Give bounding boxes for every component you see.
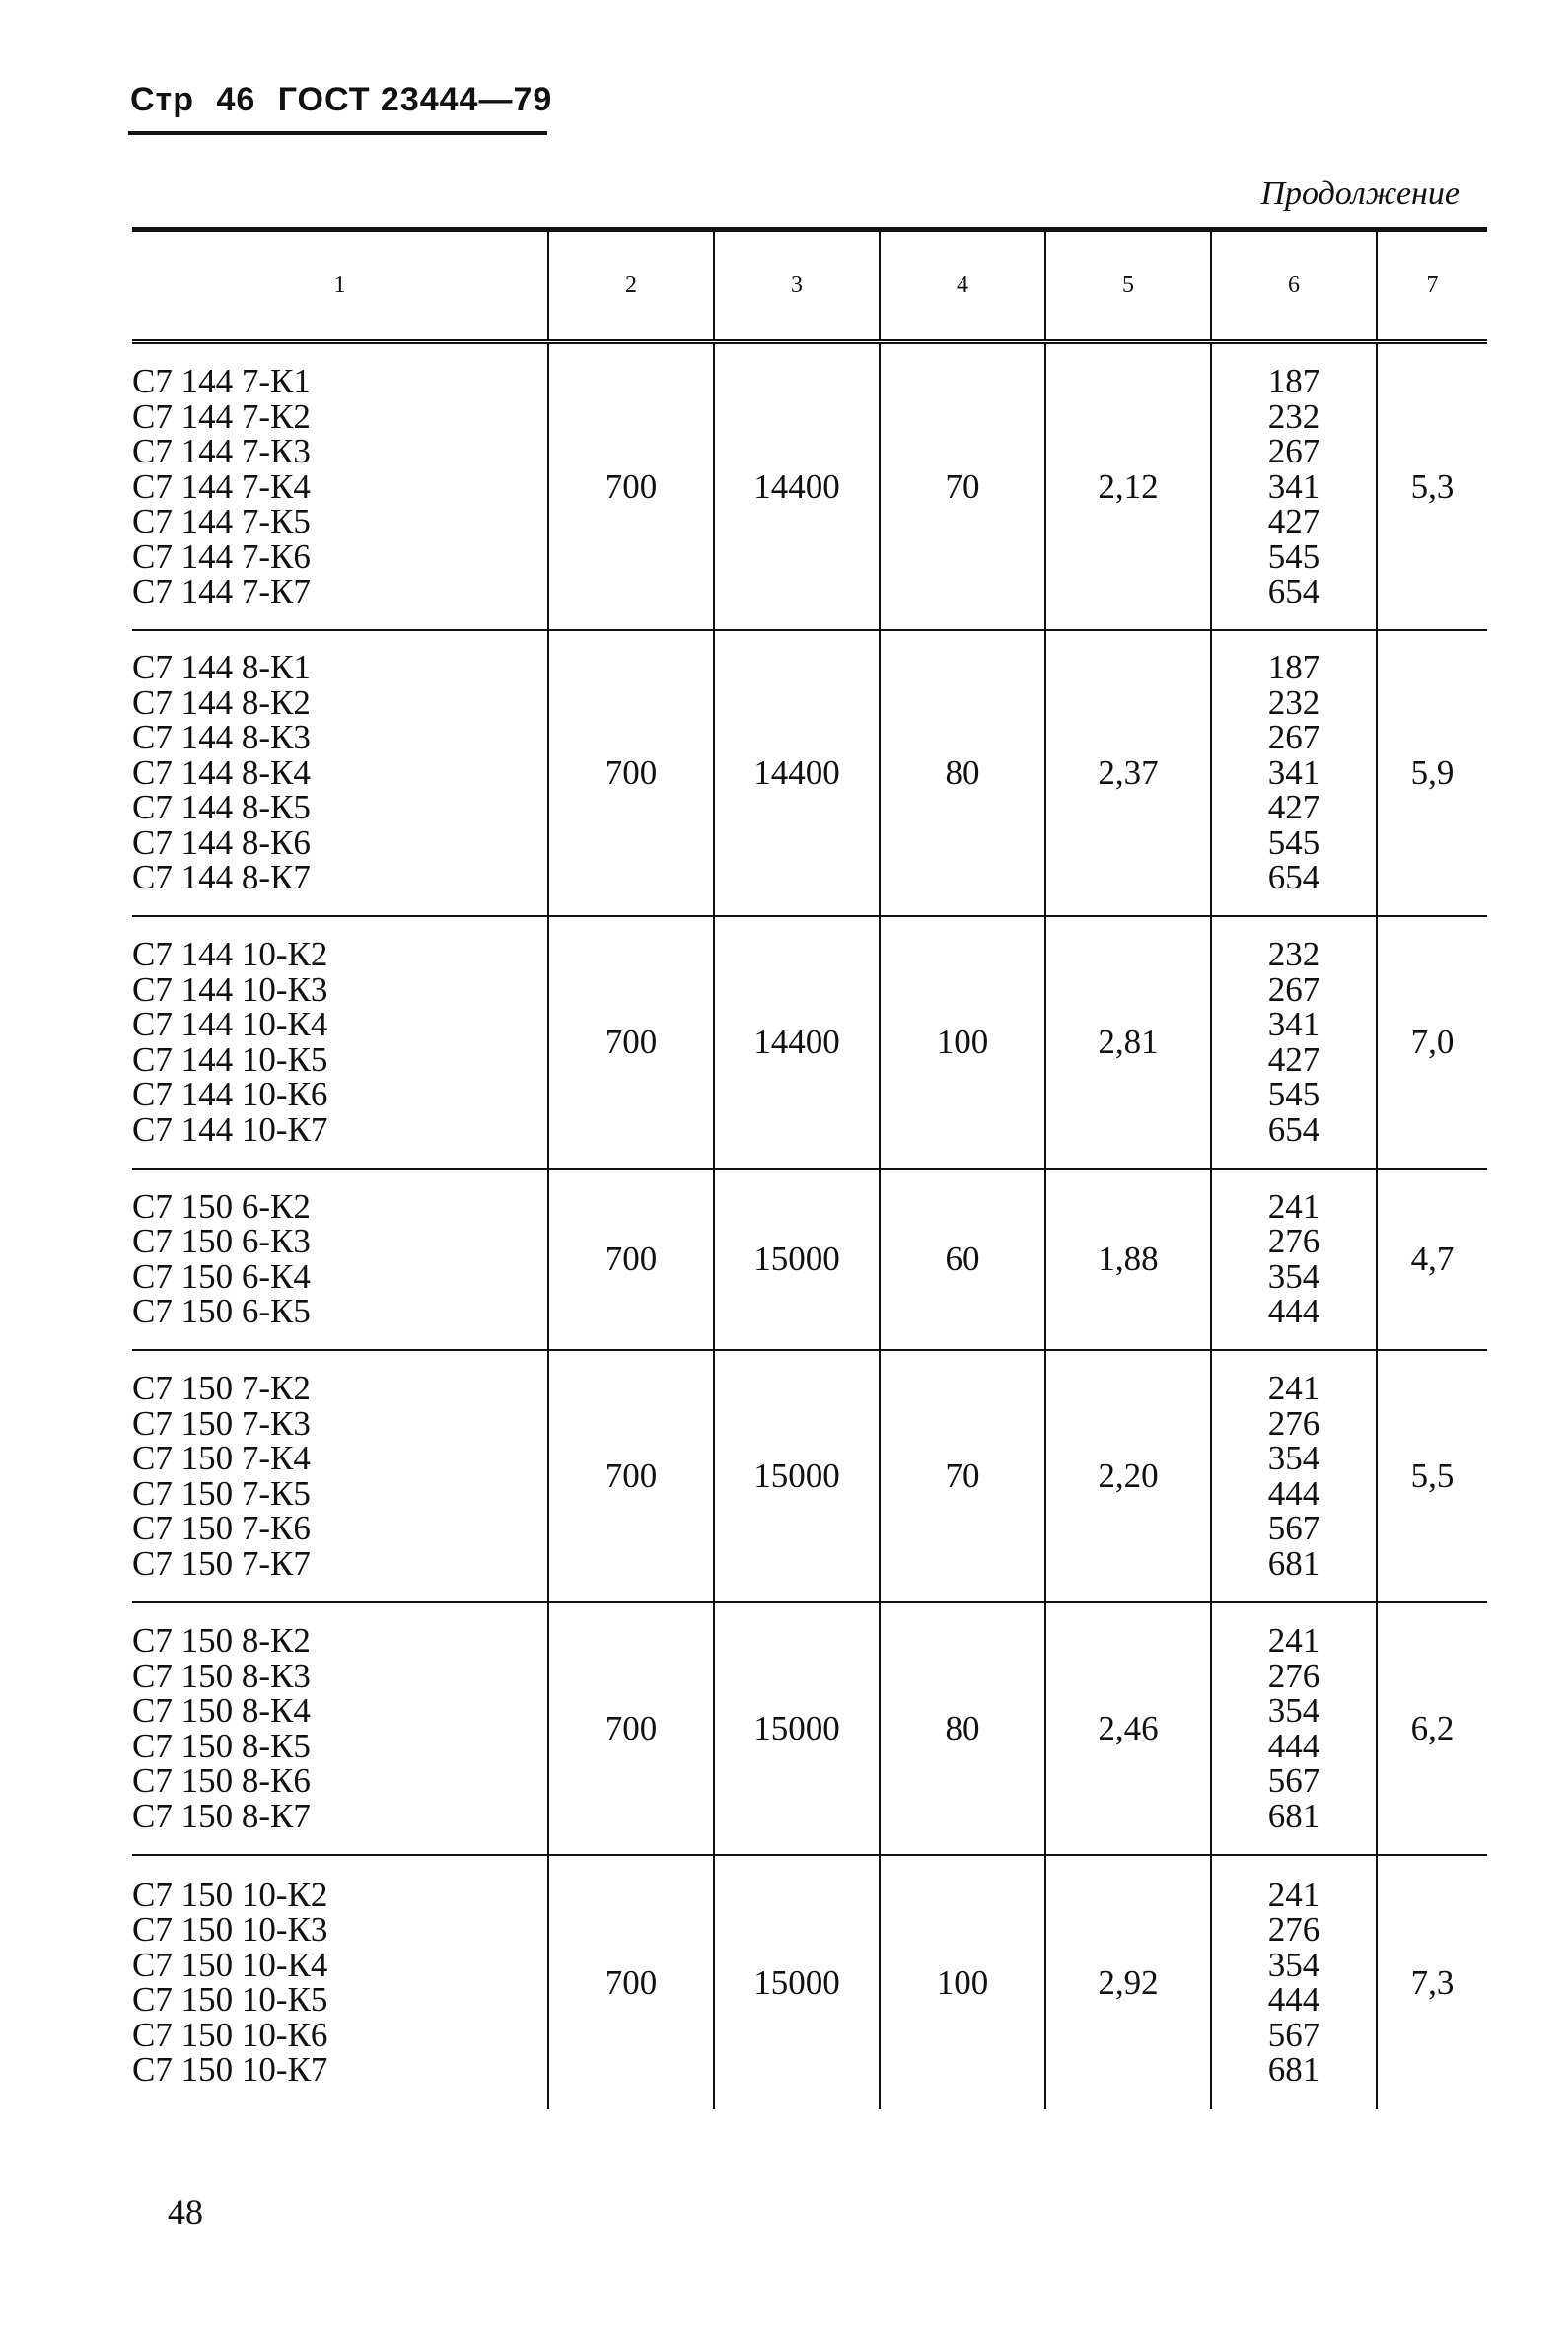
column-header-6: 6 <box>1211 230 1377 342</box>
designation-item: С7 144 10-К3 <box>132 969 328 1009</box>
c6-item: 241 <box>1267 1875 1320 1914</box>
value-cell-c6 <box>1211 342 1377 630</box>
table-row <box>132 1855 1487 2109</box>
designation-cell <box>132 342 548 630</box>
table-row <box>132 1169 1487 1350</box>
continuation-label: Продолжение <box>1260 176 1460 212</box>
c6-item: 427 <box>1267 788 1320 827</box>
designation-item: С7 150 10-К5 <box>132 1980 328 2019</box>
designation-item: С7 144 7-К5 <box>132 502 311 540</box>
c6-item: 427 <box>1267 502 1320 540</box>
designation-item: С7 150 6-К5 <box>132 1292 311 1330</box>
value-cell-c4: 70 <box>880 342 1045 630</box>
value-cell-c5: 2,92 <box>1045 1855 1211 2109</box>
value-cell-c7: 7,3 <box>1377 1855 1487 2109</box>
designation-item: С7 144 8-К7 <box>132 858 311 897</box>
designation-cell <box>132 916 548 1169</box>
designation-item: С7 150 7-К4 <box>132 1439 311 1477</box>
value-cell-c6 <box>1211 630 1377 916</box>
designation-cell <box>132 1169 548 1350</box>
c6-item: 354 <box>1267 1691 1320 1730</box>
c6-item: 267 <box>1267 718 1320 757</box>
column-header-1: 1 <box>132 230 548 342</box>
c6-item: 567 <box>1267 2015 1320 2054</box>
table-row <box>132 630 1487 916</box>
designation-item: С7 144 7-К7 <box>132 572 311 610</box>
value-cell-c4: 80 <box>880 630 1045 916</box>
designation-item: С7 150 6-К3 <box>132 1222 311 1260</box>
designation-item: С7 144 8-К3 <box>132 718 311 757</box>
designation-cell <box>132 1350 548 1602</box>
c6-item: 276 <box>1267 1222 1320 1260</box>
designation-item: С7 150 8-К3 <box>132 1656 311 1695</box>
designation-item: С7 150 7-К6 <box>132 1509 311 1547</box>
c6-item: 444 <box>1267 1726 1320 1765</box>
designation-item: С7 144 7-К1 <box>132 362 311 400</box>
value-cell-c2: 700 <box>548 1350 714 1602</box>
designation-item: С7 150 6-К4 <box>132 1256 311 1296</box>
table-row <box>132 916 1487 1169</box>
c6-item: 341 <box>1267 752 1320 792</box>
value-cell-c3: 15000 <box>714 1350 880 1602</box>
designation-cell <box>132 630 548 916</box>
header-rule <box>128 131 547 135</box>
value-cell-c4: 80 <box>880 1602 1045 1855</box>
c6-item: 267 <box>1267 969 1320 1009</box>
designation-cell <box>132 1602 548 1855</box>
designation-item: С7 144 10-К6 <box>132 1075 328 1113</box>
c6-item: 341 <box>1267 466 1320 506</box>
value-cell-c2: 700 <box>548 1602 714 1855</box>
spec-table <box>132 227 1487 2109</box>
designation-item: С7 144 7-К3 <box>132 432 311 470</box>
value-cell-c3: 14400 <box>714 916 880 1169</box>
table-row <box>132 1350 1487 1602</box>
page-header <box>130 81 564 119</box>
value-cell-c4: 100 <box>880 1855 1045 2109</box>
value-cell-c4: 70 <box>880 1350 1045 1602</box>
column-header-5: 5 <box>1045 230 1211 342</box>
value-cell-c5: 2,46 <box>1045 1602 1211 1855</box>
value-cell-c6 <box>1211 1350 1377 1602</box>
designation-item: С7 150 7-К7 <box>132 1543 311 1583</box>
table-row <box>132 342 1487 630</box>
designation-item: С7 150 10-К2 <box>132 1875 328 1914</box>
c6-item: 267 <box>1267 432 1320 470</box>
designation-item: С7 150 6-К2 <box>132 1186 311 1226</box>
designation-item: С7 150 8-К2 <box>132 1621 311 1660</box>
c6-item: 241 <box>1267 1186 1320 1226</box>
designation-item: С7 150 10-К7 <box>132 2050 328 2089</box>
header-row <box>132 230 1487 342</box>
designation-item: С7 150 8-К6 <box>132 1761 311 1800</box>
designation-item: С7 150 8-К7 <box>132 1796 311 1835</box>
value-cell-c7: 5,3 <box>1377 342 1487 630</box>
value-cell-c6 <box>1211 916 1377 1169</box>
value-cell-c2: 700 <box>548 1855 714 2109</box>
c6-item: 654 <box>1267 858 1320 897</box>
c6-item: 232 <box>1267 396 1320 436</box>
header-prefix: Стр <box>130 81 194 118</box>
value-cell-c3: 15000 <box>714 1855 880 2109</box>
designation-item: С7 150 10-К3 <box>132 1910 328 1949</box>
value-cell-c7: 7,0 <box>1377 916 1487 1169</box>
value-cell-c6 <box>1211 1169 1377 1350</box>
value-cell-c5: 2,81 <box>1045 916 1211 1169</box>
c6-item: 276 <box>1267 1403 1320 1443</box>
value-cell-c5: 1,88 <box>1045 1169 1211 1350</box>
c6-item: 232 <box>1267 682 1320 722</box>
designation-item: С7 144 8-К6 <box>132 822 311 862</box>
c6-item: 545 <box>1267 536 1320 576</box>
designation-item: С7 150 7-К2 <box>132 1369 311 1407</box>
designation-item: С7 150 10-К6 <box>132 2015 328 2054</box>
value-cell-c5: 2,20 <box>1045 1350 1211 1602</box>
spec-table-wrap <box>132 227 1487 2109</box>
value-cell-c4: 60 <box>880 1169 1045 1350</box>
designation-item: С7 144 10-К5 <box>132 1039 328 1079</box>
designation-item: С7 150 8-К4 <box>132 1691 311 1730</box>
value-cell-c2: 700 <box>548 916 714 1169</box>
column-header-4: 4 <box>880 230 1045 342</box>
value-cell-c7: 4,7 <box>1377 1169 1487 1350</box>
value-cell-c3: 15000 <box>714 1169 880 1350</box>
c6-item: 681 <box>1267 1543 1320 1583</box>
c6-item: 444 <box>1267 1473 1320 1513</box>
value-cell-c7: 5,9 <box>1377 630 1487 916</box>
designation-item: С7 144 8-К5 <box>132 788 311 827</box>
c6-item: 232 <box>1267 935 1320 973</box>
column-header-2: 2 <box>548 230 714 342</box>
c6-item: 427 <box>1267 1039 1320 1079</box>
designation-item: С7 144 10-К7 <box>132 1109 328 1149</box>
designation-item: С7 144 10-К2 <box>132 935 328 973</box>
value-cell-c5: 2,37 <box>1045 630 1211 916</box>
designation-item: С7 144 7-К2 <box>132 396 311 436</box>
c6-item: 341 <box>1267 1005 1320 1043</box>
designation-item: С7 144 7-К6 <box>132 536 311 576</box>
value-cell-c4: 100 <box>880 916 1045 1169</box>
table-row <box>132 1602 1487 1855</box>
value-cell-c3: 14400 <box>714 630 880 916</box>
value-cell-c5: 2,12 <box>1045 342 1211 630</box>
designation-item: С7 150 8-К5 <box>132 1726 311 1765</box>
designation-item: С7 150 7-К5 <box>132 1473 311 1513</box>
c6-item: 654 <box>1267 572 1320 610</box>
c6-item: 276 <box>1267 1656 1320 1695</box>
value-cell-c7: 5,5 <box>1377 1350 1487 1602</box>
value-cell-c3: 15000 <box>714 1602 880 1855</box>
value-cell-c2: 700 <box>548 1169 714 1350</box>
c6-item: 354 <box>1267 1256 1320 1296</box>
header-standard: ГОСТ 23444—79 <box>277 81 553 118</box>
table-body <box>132 342 1487 2109</box>
designation-item: С7 144 7-К4 <box>132 466 311 506</box>
value-cell-c7: 6,2 <box>1377 1602 1487 1855</box>
c6-item: 241 <box>1267 1621 1320 1660</box>
c6-item: 187 <box>1267 362 1320 400</box>
value-cell-c6 <box>1211 1602 1377 1855</box>
value-cell-c2: 700 <box>548 630 714 916</box>
c6-item: 681 <box>1267 1796 1320 1835</box>
c6-item: 276 <box>1267 1910 1320 1949</box>
page-number: 48 <box>168 2192 203 2232</box>
designation-item: С7 144 8-К1 <box>132 648 311 687</box>
designation-item: С7 144 8-К4 <box>132 752 311 792</box>
designation-cell <box>132 1855 548 2109</box>
designation-item: С7 144 8-К2 <box>132 682 311 722</box>
c6-item: 187 <box>1267 648 1320 687</box>
c6-item: 444 <box>1267 1292 1320 1330</box>
column-header-7: 7 <box>1377 230 1487 342</box>
c6-item: 654 <box>1267 1109 1320 1149</box>
c6-item: 567 <box>1267 1509 1320 1547</box>
c6-item: 354 <box>1267 1945 1320 1984</box>
c6-item: 444 <box>1267 1980 1320 2019</box>
designation-item: С7 144 10-К4 <box>132 1005 328 1043</box>
designation-item: С7 150 7-К3 <box>132 1403 311 1443</box>
value-cell-c3: 14400 <box>714 342 880 630</box>
header-page: 46 <box>216 81 256 118</box>
c6-item: 354 <box>1267 1439 1320 1477</box>
value-cell-c2: 700 <box>548 342 714 630</box>
designation-item: С7 150 10-К4 <box>132 1945 328 1984</box>
value-cell-c6 <box>1211 1855 1377 2109</box>
c6-item: 567 <box>1267 1761 1320 1800</box>
c6-item: 545 <box>1267 822 1320 862</box>
c6-item: 545 <box>1267 1075 1320 1113</box>
column-header-3: 3 <box>714 230 880 342</box>
c6-item: 241 <box>1267 1369 1320 1407</box>
c6-item: 681 <box>1267 2050 1320 2089</box>
